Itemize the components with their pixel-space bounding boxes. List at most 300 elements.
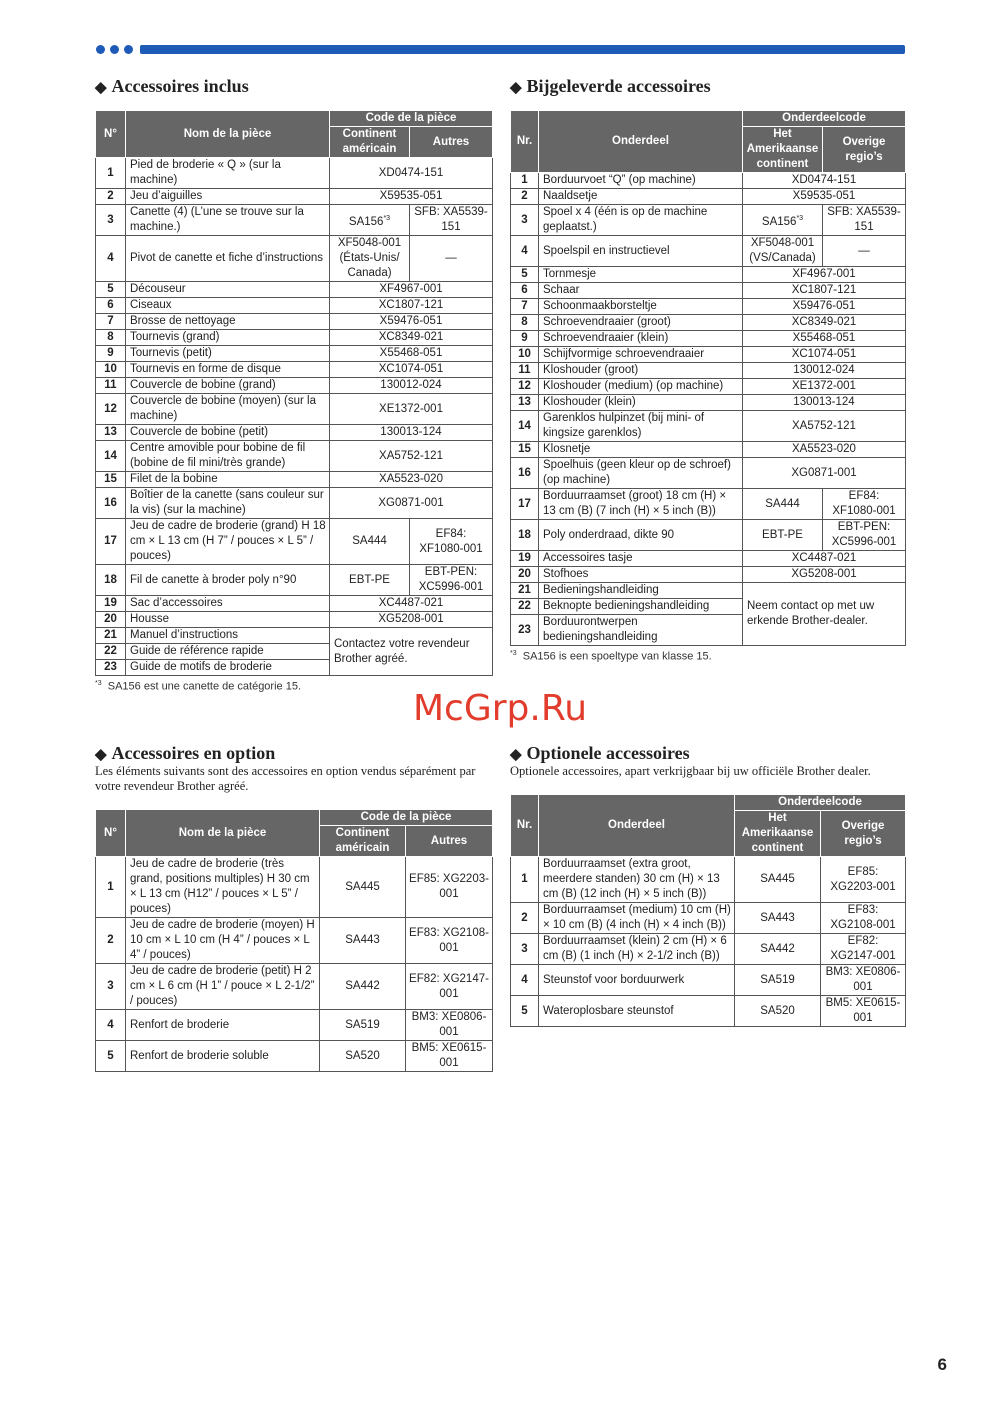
part-code: 130013-124 [330, 425, 493, 441]
part-name: Schroevendraaier (klein) [539, 331, 743, 347]
header-no: N° [96, 810, 126, 857]
row-number: 3 [511, 934, 539, 965]
code-other: SFB: XA5539-151 [823, 205, 906, 236]
table-row [96, 330, 493, 346]
part-code: XD0474-151 [743, 173, 906, 189]
header-no: N° [96, 111, 126, 158]
decor-line [140, 45, 905, 54]
table-row [96, 857, 493, 918]
part-name: Garenklos hulpinzet (bij mini- of kingsize garenklos) [539, 411, 743, 442]
part-code: XC4487-021 [330, 596, 493, 612]
section-title: ◆ Accessoires inclus [95, 76, 249, 96]
row-number: 20 [96, 612, 126, 628]
part-name: Jeu de cadre de broderie (grand) H 18 cm × L 13 cm (H 7” / pouces × L 5” / pouces) [126, 519, 330, 565]
part-code: XG5208-001 [743, 567, 906, 583]
row-number: 14 [96, 441, 126, 472]
code-other: EBT-PEN: XC5996-001 [823, 520, 906, 551]
part-code: XF4967-001 [330, 282, 493, 298]
row-number: 5 [511, 267, 539, 283]
watermark-brand: McGrp.Ru [412, 688, 588, 729]
part-name: Guide de référence rapide [126, 644, 330, 660]
code-other: BM3: XE0806-001 [406, 1010, 493, 1041]
row-number: 13 [511, 395, 539, 411]
part-name: Pied de broderie « Q » (sur la machine) [126, 158, 330, 189]
code-value: SA445 [345, 880, 380, 893]
part-code: XC4487-021 [743, 551, 906, 567]
decor-dot [124, 45, 133, 54]
table-row [511, 442, 906, 458]
row-number: 4 [511, 965, 539, 996]
section-title: ◆ Bijgeleverde accessoires [510, 76, 711, 96]
part-name: Schijfvormige schroevendraaier [539, 347, 743, 363]
code-continent [743, 236, 823, 267]
code-other: SFB: XA5539-151 [410, 205, 493, 236]
part-code: XC1807-121 [330, 298, 493, 314]
table-row [96, 1010, 493, 1041]
table-row [511, 857, 906, 903]
part-name: Filet de la bobine [126, 472, 330, 488]
table-row [96, 519, 493, 565]
header-other: Autres [410, 127, 493, 158]
row-number: 1 [96, 158, 126, 189]
row-number: 5 [511, 996, 539, 1027]
part-code: XG0871-001 [743, 458, 906, 489]
part-name: Kloshouder (medium) (op machine) [539, 379, 743, 395]
code-continent [735, 965, 821, 996]
row-number: 3 [96, 205, 126, 236]
row-number: 9 [96, 346, 126, 362]
code-value: EBT-PE [349, 573, 390, 586]
section-nl-included [510, 76, 905, 663]
part-name: Kloshouder (klein) [539, 395, 743, 411]
code-other: — [410, 236, 493, 282]
table-row [96, 612, 493, 628]
table-row [96, 298, 493, 314]
section-intro: Optionele accessoires, apart verkrijgbaar bij uw officiële Brother dealer. [510, 764, 871, 778]
diamond-icon: ◆ [510, 747, 522, 763]
code-continent [330, 519, 410, 565]
code-continent [735, 934, 821, 965]
header-name: Nom de la pièce [126, 810, 320, 857]
top-decoration-bar [96, 44, 906, 56]
row-number: 4 [96, 1010, 126, 1041]
row-number: 3 [511, 205, 539, 236]
table-row [96, 441, 493, 472]
row-number: 12 [511, 379, 539, 395]
code-continent [743, 205, 823, 236]
part-code: X55468-051 [330, 346, 493, 362]
footnote: $^{*3}$ SA156 is een spoeltype van klasse 15. [510, 650, 712, 663]
code-continent [330, 205, 410, 236]
part-code: XF4967-001 [743, 267, 906, 283]
included-table-nl [510, 111, 906, 646]
table-row [511, 299, 906, 315]
code-value: SA442 [345, 980, 380, 992]
part-name: Couvercle de bobine (grand) [126, 378, 330, 394]
table-row [511, 583, 906, 599]
row-number: 8 [96, 330, 126, 346]
diamond-icon: ◆ [95, 80, 107, 96]
footnote: $^{*3}$ SA156 est une canette de catégorie 15. [95, 680, 302, 693]
part-name: Borduurvoet “Q” (op machine) [539, 173, 743, 189]
part-name: Fil de canette à broder poly n°90 [126, 565, 330, 596]
row-number: 19 [511, 551, 539, 567]
code-other: EBT-PEN: XC5996-001 [410, 565, 493, 596]
header-no: Nr. [511, 111, 539, 173]
code-value: SA156 [761, 215, 797, 228]
part-name: Pivot de canette et fiche d’instructions [126, 236, 330, 282]
table-row [96, 628, 493, 644]
row-number: 2 [96, 918, 126, 964]
part-code: XG5208-001 [330, 612, 493, 628]
optional-table-nl [510, 795, 906, 1027]
section-fr-optional [95, 743, 492, 1072]
code-value: SA443 [345, 934, 380, 946]
row-number: 5 [96, 282, 126, 298]
code-other: EF85: XG2203-001 [821, 857, 906, 903]
part-name: Centre amovible pour bobine de fil (bobine de fil mini/très grande) [126, 441, 330, 472]
header-continent: Continent américain [320, 826, 406, 857]
part-name: Guide de motifs de broderie [126, 660, 330, 676]
part-code: XC8349-021 [743, 315, 906, 331]
contact-note: Contactez votre revendeur Brother agréé. [330, 628, 493, 676]
row-number: 12 [96, 394, 126, 425]
part-name: Canette (4) (L’une se trouve sur la machine.) [126, 205, 330, 236]
part-code: XA5752-121 [743, 411, 906, 442]
part-name: Schaar [539, 283, 743, 299]
row-number: 5 [96, 1041, 126, 1072]
header-code: Onderdeelcode [743, 111, 906, 127]
code-value: SA442 [760, 942, 795, 955]
row-number: 17 [96, 519, 126, 565]
table-row [511, 283, 906, 299]
part-code: 130012-024 [330, 378, 493, 394]
row-number: 4 [96, 236, 126, 282]
code-continent [330, 565, 410, 596]
code-value: SA520 [760, 1004, 795, 1017]
code-continent [735, 857, 821, 903]
code-value: SA443 [760, 911, 795, 924]
part-name: Borduurraamset (groot) 18 cm (H) × 13 cm (B) (7 inch (H) × 5 inch (B)) [539, 489, 743, 520]
table-row [511, 458, 906, 489]
part-code: XE1372-001 [330, 394, 493, 425]
header-code: Onderdeelcode [735, 795, 906, 811]
row-number: 9 [511, 331, 539, 347]
section-nl-optional [510, 743, 905, 1027]
part-name: Tournevis en forme de disque [126, 362, 330, 378]
row-number: 1 [511, 173, 539, 189]
part-name: Brosse de nettoyage [126, 314, 330, 330]
code-value: EBT-PE [762, 528, 803, 541]
part-name: Spoelhuis (geen kleur op de schroef) (op machine) [539, 458, 743, 489]
part-name: Spoelspil en instructievel [539, 236, 743, 267]
header-no: Nr. [511, 795, 539, 857]
header-other: Autres [406, 826, 493, 857]
row-number: 20 [511, 567, 539, 583]
code-value: SA519 [345, 1018, 380, 1031]
row-number: 13 [96, 425, 126, 441]
part-name: Tornmesje [539, 267, 743, 283]
row-number: 16 [96, 488, 126, 519]
row-number: 11 [511, 363, 539, 379]
footnote-ref: *3 [383, 214, 391, 222]
optional-table-fr [95, 810, 493, 1072]
header-name: Onderdeel [539, 111, 743, 173]
row-number: 10 [511, 347, 539, 363]
table-row [511, 331, 906, 347]
part-name: Jeu de cadre de broderie (moyen) H 10 cm × L 10 cm (H 4” / pouces × L 4” / pouces) [126, 918, 320, 964]
table-row [96, 158, 493, 189]
code-continent [743, 489, 823, 520]
contact-note: Neem contact op met uw erkende Brother-dealer. [743, 583, 906, 646]
part-code: 130013-124 [743, 395, 906, 411]
code-continent [320, 918, 406, 964]
table-row [511, 520, 906, 551]
header-code: Code de la pièce [320, 810, 493, 826]
code-value: XF5048-001 (VS/Canada) [749, 237, 816, 264]
header-other: Overige regio’s [823, 127, 906, 173]
part-code: XA5523-020 [330, 472, 493, 488]
code-other: — [823, 236, 906, 267]
row-number: 16 [511, 458, 539, 489]
part-name: Spoel x 4 (één is op de machine geplaatst.) [539, 205, 743, 236]
part-code: XC1074-051 [743, 347, 906, 363]
part-code: X59535-051 [330, 189, 493, 205]
header-continent: Continent américain [330, 127, 410, 158]
part-name: Boîtier de la canette (sans couleur sur la vis) (sur la machine) [126, 488, 330, 519]
part-code: XC1074-051 [330, 362, 493, 378]
code-value: SA445 [760, 873, 795, 885]
table-row [511, 315, 906, 331]
code-other: BM3: XE0806-001 [821, 965, 906, 996]
table-row [96, 488, 493, 519]
row-number: 18 [96, 565, 126, 596]
code-other: BM5: XE0615-001 [821, 996, 906, 1027]
part-name: Sac d’accessoires [126, 596, 330, 612]
part-code: X59476-051 [330, 314, 493, 330]
part-name: Renfort de broderie [126, 1010, 320, 1041]
row-number: 6 [511, 283, 539, 299]
row-number: 3 [96, 964, 126, 1010]
table-row [96, 1041, 493, 1072]
row-number: 7 [511, 299, 539, 315]
part-name: Klosnetje [539, 442, 743, 458]
part-code: XG0871-001 [330, 488, 493, 519]
row-number: 8 [511, 315, 539, 331]
table-row [511, 189, 906, 205]
header-other: Overige regio’s [821, 811, 906, 857]
table-row [96, 236, 493, 282]
row-number: 15 [511, 442, 539, 458]
code-value: SA520 [345, 1049, 380, 1062]
code-continent [320, 964, 406, 1010]
table-row [511, 551, 906, 567]
table-row [511, 173, 906, 189]
header-name: Onderdeel [539, 795, 735, 857]
code-value: SA156 [348, 215, 384, 228]
row-number: 7 [96, 314, 126, 330]
code-value: SA444 [352, 535, 387, 547]
row-number: 10 [96, 362, 126, 378]
part-code: 130012-024 [743, 363, 906, 379]
row-number: 6 [96, 298, 126, 314]
table-row [96, 918, 493, 964]
part-name: Kloshouder (groot) [539, 363, 743, 379]
part-code: XC1807-121 [743, 283, 906, 299]
table-row [511, 489, 906, 520]
row-number: 17 [511, 489, 539, 520]
part-name: Découseur [126, 282, 330, 298]
part-name: Naaldsetje [539, 189, 743, 205]
table-row [511, 267, 906, 283]
part-name: Borduurontwerpen bedieningshandleiding [539, 615, 743, 646]
code-continent [735, 996, 821, 1027]
part-name: Housse [126, 612, 330, 628]
table-row [96, 314, 493, 330]
part-name: Tournevis (grand) [126, 330, 330, 346]
table-row [96, 189, 493, 205]
code-value: XF5048-001 (États-Unis/ Canada) [337, 237, 402, 279]
code-other: EF82: XG2147-001 [406, 964, 493, 1010]
table-row [511, 205, 906, 236]
table-row [511, 996, 906, 1027]
part-code: X59535-051 [743, 189, 906, 205]
part-code: XA5752-121 [330, 441, 493, 472]
part-name: Ciseaux [126, 298, 330, 314]
table-row [96, 378, 493, 394]
code-value: SA519 [760, 973, 795, 986]
row-number: 22 [511, 599, 539, 615]
code-continent [735, 903, 821, 934]
code-other: EF84: XF1080-001 [823, 489, 906, 520]
table-row [511, 363, 906, 379]
part-name: Schoonmaakborsteltje [539, 299, 743, 315]
part-name: Jeu d’aiguilles [126, 189, 330, 205]
table-row [96, 205, 493, 236]
part-name: Beknopte bedieningshandleiding [539, 599, 743, 615]
code-other: EF84: XF1080-001 [410, 519, 493, 565]
row-number: 21 [96, 628, 126, 644]
code-other: EF83: XG2108-001 [821, 903, 906, 934]
table-row [511, 567, 906, 583]
part-code: XA5523-020 [743, 442, 906, 458]
part-name: Couvercle de bobine (moyen) (sur la machine) [126, 394, 330, 425]
part-name: Borduurraamset (medium) 10 cm (H) × 10 cm (B) (4 inch (H) × 4 inch (B)) [539, 903, 735, 934]
row-number: 23 [96, 660, 126, 676]
page-number: 6 [937, 1355, 947, 1374]
table-row [96, 282, 493, 298]
code-continent [320, 1041, 406, 1072]
included-table-fr [95, 111, 493, 676]
table-row [511, 236, 906, 267]
table-row [511, 379, 906, 395]
table-row [96, 964, 493, 1010]
row-number: 23 [511, 615, 539, 646]
part-name: Steunstof voor borduurwerk [539, 965, 735, 996]
row-number: 15 [96, 472, 126, 488]
table-row [96, 565, 493, 596]
header-continent: Het Amerikaanse continent [735, 811, 821, 857]
part-name: Manuel d’instructions [126, 628, 330, 644]
code-value: SA444 [765, 497, 800, 510]
decor-dot [110, 45, 119, 54]
part-name: Couvercle de bobine (petit) [126, 425, 330, 441]
row-number: 21 [511, 583, 539, 599]
row-number: 14 [511, 411, 539, 442]
table-row [96, 596, 493, 612]
part-name: Stofhoes [539, 567, 743, 583]
table-row [511, 347, 906, 363]
part-name: Wateroplosbare steunstof [539, 996, 735, 1027]
row-number: 18 [511, 520, 539, 551]
table-row [511, 411, 906, 442]
section-title: ◆ Optionele accessoires [510, 743, 690, 763]
part-name: Bedieningshandleiding [539, 583, 743, 599]
part-name: Tournevis (petit) [126, 346, 330, 362]
part-name: Borduurraamset (extra groot, meerdere standen) 30 cm (H) × 13 cm (B) (12 inch (H) × 5 inch (B)) [539, 857, 735, 903]
code-other: EF83: XG2108-001 [406, 918, 493, 964]
code-other: EF82: XG2147-001 [821, 934, 906, 965]
table-row [511, 903, 906, 934]
row-number: 2 [511, 903, 539, 934]
row-number: 22 [96, 644, 126, 660]
table-row [96, 346, 493, 362]
part-code: XC8349-021 [330, 330, 493, 346]
table-row [96, 472, 493, 488]
header-name: Nom de la pièce [126, 111, 330, 158]
diamond-icon: ◆ [510, 80, 522, 96]
table-row [511, 395, 906, 411]
table-row [96, 425, 493, 441]
table-row [511, 965, 906, 996]
row-number: 1 [96, 857, 126, 918]
header-continent: Het Amerikaanse continent [743, 127, 823, 173]
table-row [96, 394, 493, 425]
part-name: Poly onderdraad, dikte 90 [539, 520, 743, 551]
code-continent [743, 520, 823, 551]
row-number: 2 [96, 189, 126, 205]
row-number: 11 [96, 378, 126, 394]
row-number: 4 [511, 236, 539, 267]
part-name: Schroevendraaier (groot) [539, 315, 743, 331]
part-code: X55468-051 [743, 331, 906, 347]
row-number: 1 [511, 857, 539, 903]
code-continent [320, 1010, 406, 1041]
row-number: 2 [511, 189, 539, 205]
diamond-icon: ◆ [95, 747, 107, 763]
part-name: Jeu de cadre de broderie (petit) H 2 cm × L 6 cm (H 1” / pouce × L 2-1/2” / pouces) [126, 964, 320, 1010]
code-continent [320, 857, 406, 918]
section-intro: Les éléments suivants sont des accessoires en option vendus séparément par votre revendeur Brother agréé. [95, 764, 476, 793]
part-name: Jeu de cadre de broderie (très grand, positions multiples) H 30 cm × L 13 cm (H12” / pouces × L 5” / pouces) [126, 857, 320, 918]
code-other: BM5: XE0615-001 [406, 1041, 493, 1072]
footnote-ref: *3 [796, 214, 804, 222]
table-row [511, 934, 906, 965]
part-name: Borduurraamset (klein) 2 cm (H) × 6 cm (B) (1 inch (H) × 2-1/2 inch (B)) [539, 934, 735, 965]
decor-dot [96, 45, 105, 54]
part-name: Renfort de broderie soluble [126, 1041, 320, 1072]
part-code: X59476-051 [743, 299, 906, 315]
part-code: XE1372-001 [743, 379, 906, 395]
code-continent [330, 236, 410, 282]
code-other: EF85: XG2203-001 [406, 857, 493, 918]
header-code: Code de la pièce [330, 111, 493, 127]
table-row [96, 362, 493, 378]
part-name: Accessoires tasje [539, 551, 743, 567]
row-number: 19 [96, 596, 126, 612]
part-code: XD0474-151 [330, 158, 493, 189]
section-title: ◆ Accessoires en option [95, 743, 276, 763]
